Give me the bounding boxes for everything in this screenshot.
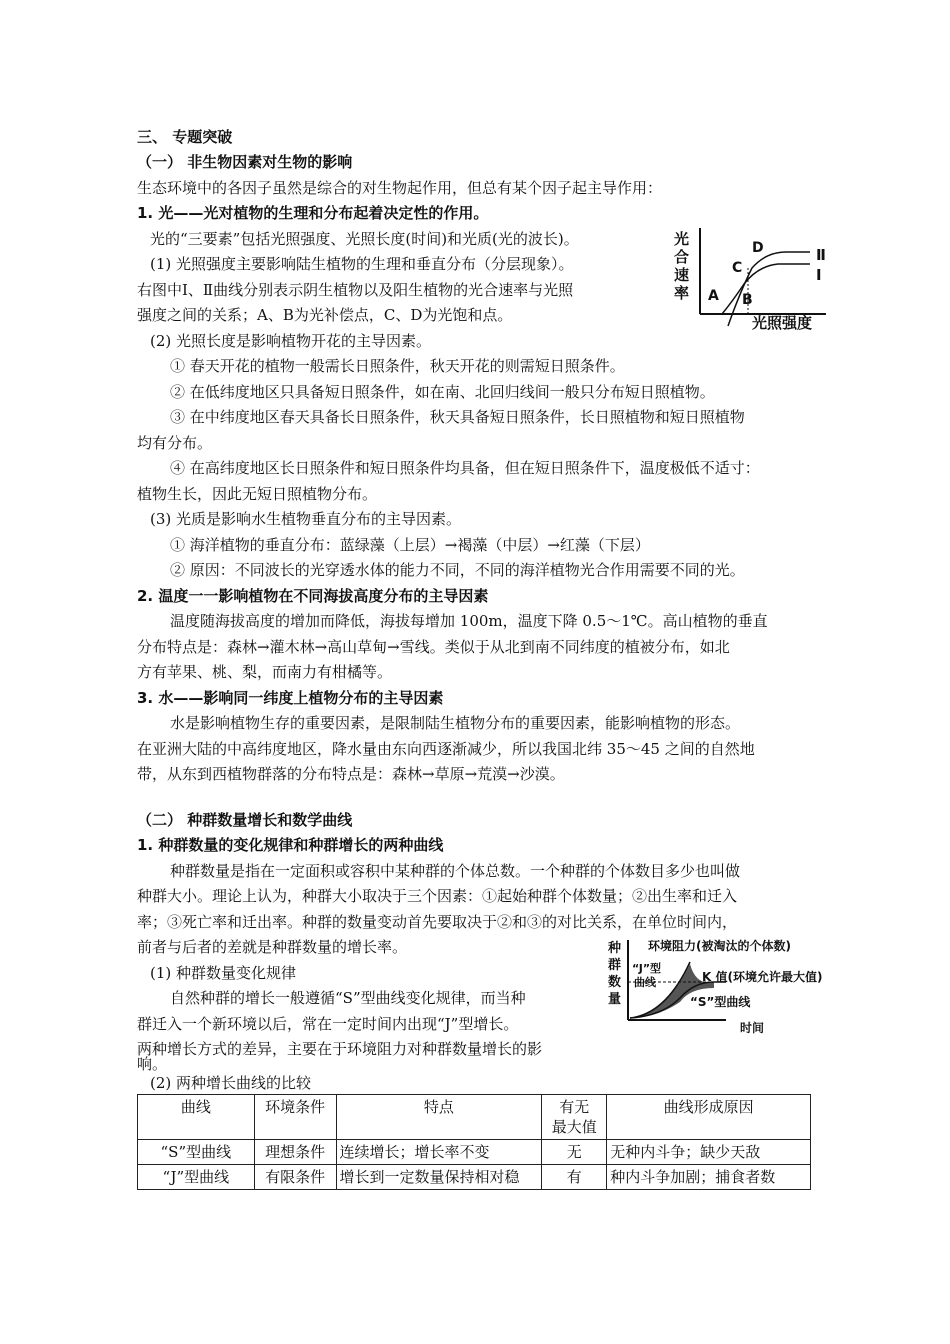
paragraph-line: 植物生长，因此无短日照植物分布。 <box>137 485 378 503</box>
fig1-point-A: A <box>708 288 719 304</box>
table-header-max-line: 最大值 <box>551 1118 597 1136</box>
paragraph-line: 温度随海拔高度的增加而降低，海拔每增加 100m，温度下降 0.5～1℃。高山植物的垂直 <box>170 612 768 630</box>
section-heading: 1. 光——光对植物的生理和分布起着决定性的作用。 <box>137 204 489 222</box>
figure-population-growth <box>606 936 842 1040</box>
fig1-curve-label-I: Ⅰ <box>816 266 822 284</box>
table-cell: 有 <box>542 1165 607 1190</box>
fig2-k-value-label: K 值(环境允许最大值) <box>702 970 823 984</box>
table-cell: 无 <box>542 1140 607 1165</box>
section-heading: （一） 非生物因素对生物的影响 <box>137 153 353 171</box>
fig2-y-label-char: 群 <box>608 958 622 973</box>
section-heading: 3. 水——影响同一纬度上植物分布的主导因素 <box>137 689 444 707</box>
fig1-y-label <box>674 230 689 302</box>
paragraph-line: 响。 <box>137 1055 168 1073</box>
table-cell: 种内斗争加剧；捕食者数 <box>607 1165 811 1190</box>
section-heading: 三、 专题突破 <box>137 128 233 146</box>
table-header-cell: 曲线形成原因 <box>607 1095 811 1140</box>
table-cell: 增长到一定数量保持相对稳 <box>336 1165 542 1190</box>
paragraph-line: ① 春天开花的植物一般需长日照条件，秋天开花的则需短日照条件。 <box>170 357 625 375</box>
fig2-y-label-char: 种 <box>608 941 622 956</box>
paragraph-line: 率；③死亡率和迁出率。种群的数量变动首先要取决于②和③的对比关系，在单位时间内， <box>137 913 738 931</box>
table-header-cell: 环境条件 <box>254 1095 336 1140</box>
paragraph-line: 方有苹果、桃、梨，而南力有柑橘等。 <box>137 663 393 681</box>
paragraph-line: 强度之间的关系；A、B为光补偿点，C、D为光饱和点。 <box>137 306 513 324</box>
fig1-y-label-char: 率 <box>674 284 690 302</box>
fig1-point-B: B <box>742 292 753 308</box>
paragraph-line: 在亚洲大陆的中高纬度地区，降水量由东向西逐渐减少，所以我国北纬 35～45 之间的自然地 <box>137 740 755 758</box>
paragraph-line: 均有分布。 <box>137 434 213 452</box>
table-cell: 无种内斗争；缺少天敌 <box>607 1140 811 1165</box>
fig2-j-curve-label: 曲线 <box>634 976 656 989</box>
paragraph-line: ③ 在中纬度地区春天具备长日照条件，秋天具备短日照条件，长日照植物和短日照植物 <box>170 408 745 426</box>
growth-curve-comparison-table <box>137 1094 811 1190</box>
paragraph-line: 右图中Ⅰ、Ⅱ曲线分别表示阴生植物以及阳生植物的光合速率与光照 <box>137 281 574 299</box>
paragraph-line: 自然种群的增长一般遵循“S”型曲线变化规律，而当种 <box>170 989 526 1007</box>
table-header-cell: 特点 <box>336 1095 542 1140</box>
table-row <box>138 1165 811 1190</box>
paragraph-line: 种群数量是指在一定面积或容积中某种群的个体总数。一个种群的个体数目多少也叫做 <box>170 862 741 880</box>
fig2-y-label-char: 量 <box>608 992 622 1007</box>
paragraph-line: 两种增长方式的差异，主要在于环境阻力对种群数量增长的影 <box>137 1040 543 1058</box>
paragraph-line: 分布特点是：森林→灌木林→高山草甸→雪线。类似于从北到南不同纬度的植被分布，如北 <box>137 638 730 656</box>
fig1-y-label-char: 光 <box>674 230 690 248</box>
paragraph-line: ① 海洋植物的垂直分布：蓝绿藻（上层）→褐藻（中层）→红藻（下层） <box>170 536 650 554</box>
figure-photosynthesis-curve <box>668 222 838 332</box>
paragraph-line: (2) 两种增长曲线的比较 <box>150 1074 312 1092</box>
fig2-y-label-char: 数 <box>608 975 622 990</box>
section-heading: （二） 种群数量增长和数学曲线 <box>137 811 353 829</box>
table-header-row <box>138 1095 811 1140</box>
section-heading: 1. 种群数量的变化规律和种群增长的两种曲线 <box>137 836 444 854</box>
paragraph-line: (2) 光照长度是影响植物开花的主导因素。 <box>150 332 432 350</box>
paragraph-line: 带，从东到西植物群落的分布特点是：森林→草原→荒漠→沙漠。 <box>137 765 565 783</box>
fig2-y-label <box>607 940 622 1007</box>
table-header-cell: 曲线 <box>138 1095 255 1140</box>
fig1-y-label-char: 速 <box>674 266 690 284</box>
table-header-cell-max <box>542 1095 607 1140</box>
table-cell: 连续增长；增长率不变 <box>336 1140 542 1165</box>
fig2-x-label: 时间 <box>740 1021 765 1035</box>
paragraph-line: 前者与后者的差就是种群数量的增长率。 <box>137 938 408 956</box>
paragraph-line: 种群大小。理论上认为，种群大小取决于三个因素：①起始种群个体数量；②出生率和迁入 <box>137 887 738 905</box>
paragraph-line: (3) 光质是影响水生植物垂直分布的主导因素。 <box>150 510 462 528</box>
fig2-resistance-label: 环境阻力(被淘汰的个体数) <box>648 939 791 953</box>
table-row <box>138 1140 811 1165</box>
fig2-s-curve-label: “S”型曲线 <box>690 995 751 1009</box>
fig1-x-label: 光照强度 <box>752 314 813 332</box>
paragraph-line: (1) 光照强度主要影响陆生植物的生理和垂直分布（分层现象）。 <box>150 255 574 273</box>
paragraph-line: 光的“三要素”包括光照强度、光照长度(时间)和光质(光的波长)。 <box>150 230 579 248</box>
paragraph-line: (1) 种群数量变化规律 <box>150 964 297 982</box>
section-heading: 2. 温度一一影响植物在不同海拔高度分布的主导因素 <box>137 587 489 605</box>
fig1-point-C: C <box>732 260 743 276</box>
table-cell: 有限条件 <box>254 1165 336 1190</box>
table-cell: “J”型曲线 <box>138 1165 255 1190</box>
paragraph-line: 水是影响植物生存的重要因素，是限制陆生植物分布的重要因素，能影响植物的形态。 <box>170 714 741 732</box>
table-header-max-line: 有无 <box>559 1098 590 1116</box>
paragraph-line: ② 在低纬度地区只具备短日照条件，如在南、北回归线间一般只分布短日照植物。 <box>170 383 715 401</box>
fig2-j-curve-label: “J”型 <box>632 962 662 975</box>
table-cell: “S”型曲线 <box>138 1140 255 1165</box>
paragraph-line: ② 原因：不同波长的光穿透水体的能力不同，不同的海洋植物光合作用需要不同的光。 <box>170 561 745 579</box>
paragraph-line: 群迁入一个新环境以后，常在一定时间内出现“J”型增长。 <box>137 1015 519 1033</box>
table-cell: 理想条件 <box>254 1140 336 1165</box>
fig1-point-D: D <box>752 240 764 256</box>
paragraph-line: ④ 在高纬度地区长日照条件和短日照条件均具备，但在短日照条件下，温度极低不适寸： <box>170 459 760 477</box>
fig1-curve-label-II: Ⅱ <box>816 246 826 264</box>
paragraph-line: 生态环境中的各因子虽然是综合的对生物起作用，但总有某个因子起主导作用： <box>137 179 663 197</box>
fig1-y-label-char: 合 <box>674 248 690 266</box>
